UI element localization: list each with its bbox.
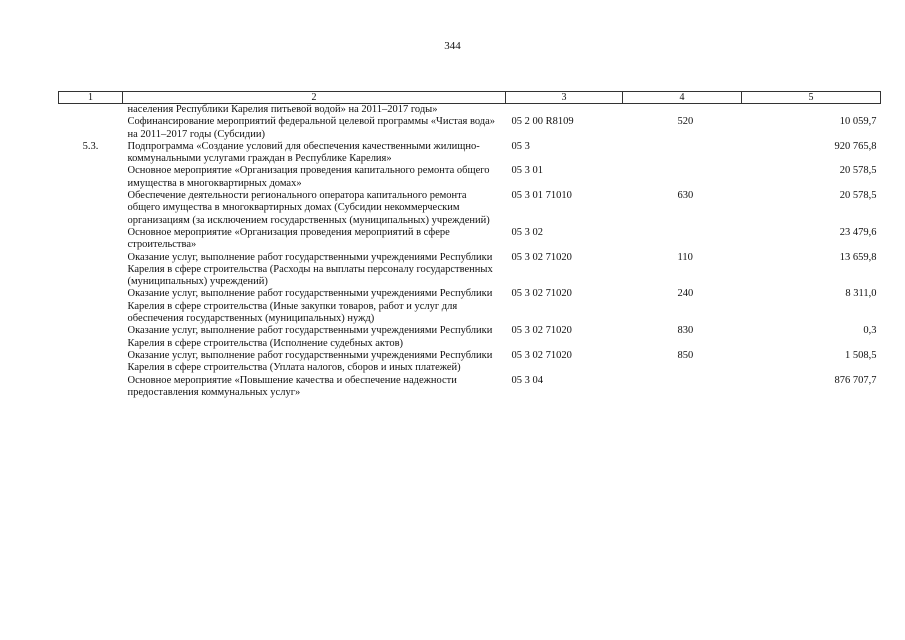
row-code: 05 3 xyxy=(511,140,530,152)
row-name: Оказание услуг, выполнение работ государственными учреждениями Республики Карелия в сфере строительства (Исполнение судебных актов) xyxy=(127,325,493,349)
table-row xyxy=(59,116,881,141)
row-amount: 1 508,5 xyxy=(845,349,877,361)
table-row xyxy=(59,165,881,190)
page-number: 344 xyxy=(444,40,461,52)
row-code: 05 3 02 71020 xyxy=(511,251,572,263)
row-name: населения Республики Карелия питьевой водой» на 2011–2017 годы» xyxy=(127,104,438,115)
row-amount xyxy=(742,104,881,117)
table-row xyxy=(59,104,881,117)
table-header-row xyxy=(59,92,881,104)
row-name: Оказание услуг, выполнение работ государственными учреждениями Республики Карелия в сфере строительства (Уплата налогов, сборов и иных платежей) xyxy=(127,349,493,374)
row-number xyxy=(59,116,123,141)
table-row xyxy=(59,190,881,227)
row-name: Оказание услуг, выполнение работ государственными учреждениями Республики Карелия в сфере строительства (Расходы на выплаты персоналу государственных (муниципальных) учреждений) xyxy=(127,251,493,288)
row-expense-type: 520 xyxy=(677,116,694,128)
table-body xyxy=(59,104,881,400)
row-number xyxy=(59,350,123,375)
row-code xyxy=(506,104,623,117)
table-row xyxy=(59,288,881,325)
row-amount: 876 707,7 xyxy=(834,374,877,386)
row-name: Софинансирование мероприятий федеральной целевой программы «Чистая вода» на 2011–2017 годы (Субсидии) xyxy=(127,116,496,140)
row-amount: 20 578,5 xyxy=(839,165,877,177)
row-name: Подпрограмма «Создание условий для обеспечения качественными жилищно-коммунальными услугами граждан в Республике Карелия» xyxy=(127,140,480,165)
row-number: 5.3. xyxy=(82,140,99,152)
row-name: Оказание услуг, выполнение работ государственными учреждениями Республики Карелия в сфере строительства (Иные закупки товаров, работ и услуг для обеспечения государственных (муниципальных) нужд) xyxy=(127,288,493,325)
row-expense-type: 630 xyxy=(677,190,694,202)
table-row xyxy=(59,350,881,375)
row-name: Основное мероприятие «Организация проведения мероприятий в сфере строительства» xyxy=(127,226,450,251)
row-code: 05 3 01 71010 xyxy=(511,190,572,202)
row-number xyxy=(59,104,123,117)
row-name: Обеспечение деятельности регионального оператора капитального ремонта общего имущества в многоквартирных домах (Субсидии некоммерческим организациям (за исключением государственных (муниципальных) учреждений) xyxy=(127,190,490,226)
row-expense-type xyxy=(623,375,742,400)
row-number xyxy=(59,252,123,289)
row-expense-type xyxy=(623,227,742,252)
table-row xyxy=(59,375,881,400)
row-number xyxy=(59,325,123,350)
column-header-1: 1 xyxy=(59,92,123,104)
table-row xyxy=(59,141,881,166)
row-expense-type: 110 xyxy=(677,251,693,263)
table-row xyxy=(59,227,881,252)
row-code: 05 3 01 xyxy=(511,165,543,177)
column-header-5: 5 xyxy=(742,92,881,104)
row-expense-type: 240 xyxy=(677,288,694,300)
row-code: 05 3 02 71020 xyxy=(511,349,572,361)
row-number xyxy=(59,288,123,325)
column-header-2: 2 xyxy=(123,92,506,104)
table-row xyxy=(59,325,881,350)
row-code: 05 3 04 xyxy=(511,374,543,386)
row-amount: 0,3 xyxy=(863,325,877,337)
row-amount: 13 659,8 xyxy=(839,251,877,263)
row-amount: 8 311,0 xyxy=(845,288,877,300)
row-name: Основное мероприятие «Организация проведения капитального ремонта общего имущества в многоквартирных домах» xyxy=(127,165,490,189)
row-number xyxy=(59,165,123,190)
row-expense-type xyxy=(623,104,742,117)
row-number xyxy=(59,190,123,227)
row-expense-type: 830 xyxy=(677,325,694,337)
table-row xyxy=(59,252,881,289)
row-name: Основное мероприятие «Повышение качества и обеспечение надежности предоставления коммунальных услуг» xyxy=(127,374,457,398)
row-number xyxy=(59,375,123,400)
budget-table xyxy=(58,91,881,399)
row-number xyxy=(59,227,123,252)
row-amount: 23 479,6 xyxy=(839,226,877,238)
row-amount: 920 765,8 xyxy=(834,140,877,152)
row-amount: 10 059,7 xyxy=(839,116,877,128)
row-code: 05 3 02 xyxy=(511,226,543,238)
column-header-4: 4 xyxy=(623,92,742,104)
row-expense-type xyxy=(623,165,742,190)
row-code: 05 3 02 71020 xyxy=(511,288,572,300)
row-code: 05 2 00 R8109 xyxy=(511,116,574,128)
column-header-3: 3 xyxy=(506,92,623,104)
row-code: 05 3 02 71020 xyxy=(511,325,572,337)
row-expense-type xyxy=(623,141,742,166)
row-amount: 20 578,5 xyxy=(839,190,877,202)
row-expense-type: 850 xyxy=(677,349,694,361)
